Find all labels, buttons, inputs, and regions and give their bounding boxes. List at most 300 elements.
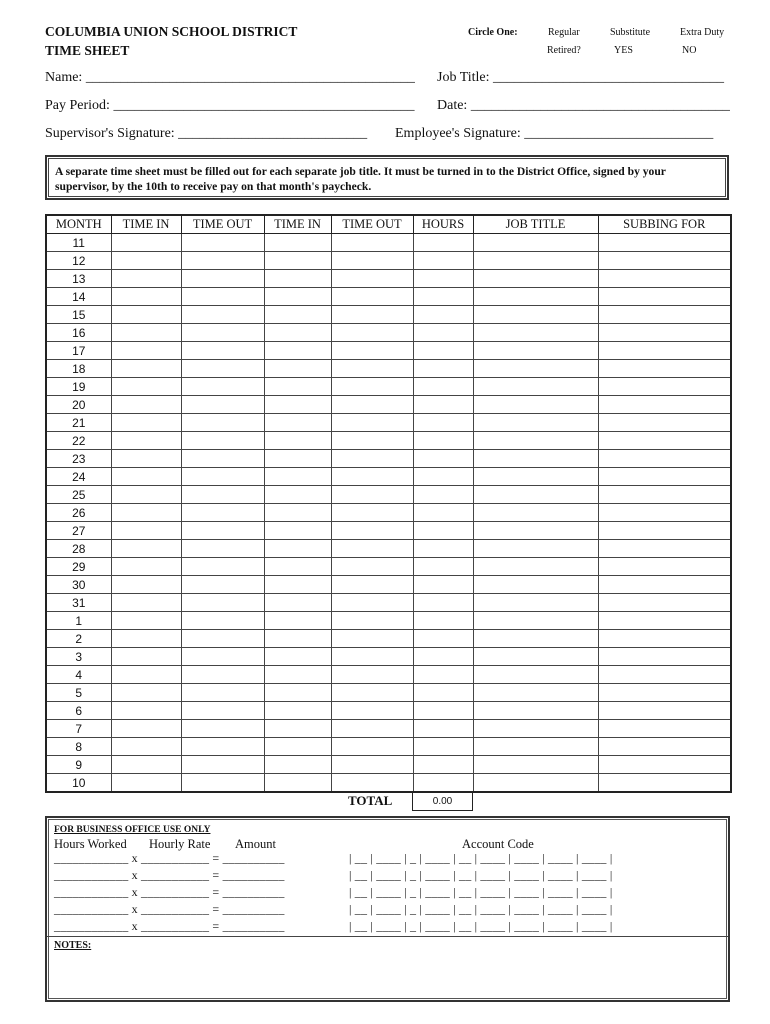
time-in-2-cell[interactable] (264, 234, 331, 252)
hours-cell[interactable] (413, 396, 473, 414)
job-title-cell[interactable] (473, 468, 598, 486)
time-in-2-cell[interactable] (264, 702, 331, 720)
time-in-2-cell[interactable] (264, 720, 331, 738)
job-title-cell[interactable] (473, 594, 598, 612)
table-row (46, 378, 731, 396)
subbing-for-cell[interactable] (598, 630, 731, 648)
table-row (46, 630, 731, 648)
table-row (46, 468, 731, 486)
job-title-cell[interactable] (473, 576, 598, 594)
time-out-1-cell[interactable] (181, 540, 264, 558)
subbing-for-cell[interactable] (598, 648, 731, 666)
day-cell: 12 (46, 252, 111, 270)
job-title-cell[interactable] (473, 648, 598, 666)
hours-cell[interactable] (413, 684, 473, 702)
time-in-2-cell[interactable] (264, 414, 331, 432)
subbing-for-cell[interactable] (598, 288, 731, 306)
time-in-2-cell[interactable] (264, 432, 331, 450)
job-title-cell[interactable] (473, 306, 598, 324)
time-out-2-cell[interactable] (331, 234, 413, 252)
hours-cell[interactable] (413, 450, 473, 468)
time-in-1-cell[interactable] (111, 486, 181, 504)
time-in-1-cell[interactable] (111, 342, 181, 360)
job-title-cell[interactable] (473, 666, 598, 684)
day-cell: 4 (46, 666, 111, 684)
hours-cell[interactable] (413, 720, 473, 738)
subbing-for-cell[interactable] (598, 324, 731, 342)
hours-cell[interactable] (413, 558, 473, 576)
time-in-2-cell[interactable] (264, 252, 331, 270)
time-in-2-cell[interactable] (264, 486, 331, 504)
time-out-2-cell[interactable] (331, 378, 413, 396)
time-out-1-cell[interactable] (181, 522, 264, 540)
time-out-1-cell[interactable] (181, 288, 264, 306)
table-row (46, 576, 731, 594)
table-row (46, 432, 731, 450)
time-out-1-cell[interactable] (181, 648, 264, 666)
hours-cell[interactable] (413, 540, 473, 558)
time-in-1-cell[interactable] (111, 504, 181, 522)
day-cell: 17 (46, 342, 111, 360)
time-out-2-cell[interactable] (331, 648, 413, 666)
time-out-2-cell[interactable] (331, 630, 413, 648)
hours-cell[interactable] (413, 666, 473, 684)
time-in-2-cell[interactable] (264, 558, 331, 576)
subbing-for-cell[interactable] (598, 504, 731, 522)
time-out-1-cell[interactable] (181, 576, 264, 594)
day-cell: 21 (46, 414, 111, 432)
job-title-cell[interactable] (473, 324, 598, 342)
calc-line[interactable]: ____________ x ___________ = __________ (54, 919, 285, 933)
job-title-cell[interactable] (473, 378, 598, 396)
table-row (46, 288, 731, 306)
job-title-cell[interactable] (473, 558, 598, 576)
job-title-cell[interactable] (473, 360, 598, 378)
time-out-1-cell[interactable] (181, 720, 264, 738)
job-title-cell[interactable] (473, 540, 598, 558)
subbing-for-cell[interactable] (598, 720, 731, 738)
option-substitute[interactable]: Substitute (610, 27, 651, 38)
time-in-2-cell[interactable] (264, 612, 331, 630)
job-title-cell[interactable] (473, 396, 598, 414)
time-in-1-cell[interactable] (111, 378, 181, 396)
time-out-2-cell[interactable] (331, 504, 413, 522)
time-out-2-cell[interactable] (331, 666, 413, 684)
account-code-line[interactable]: | __ | ____ | _ | ____ | __ | ____ | ____ | ____ | ____ | (349, 902, 613, 916)
subbing-for-cell[interactable] (598, 450, 731, 468)
time-out-2-cell[interactable] (331, 324, 413, 342)
job-title-cell[interactable] (473, 270, 598, 288)
day-cell: 18 (46, 360, 111, 378)
hours-cell[interactable] (413, 756, 473, 774)
supervisor-signature-field[interactable]: Supervisor's Signature: ___________________________ (45, 126, 368, 141)
time-in-2-cell[interactable] (264, 450, 331, 468)
table-row (46, 450, 731, 468)
hours-cell[interactable] (413, 468, 473, 486)
time-out-1-cell[interactable] (181, 486, 264, 504)
time-out-1-cell[interactable] (181, 666, 264, 684)
hours-cell[interactable] (413, 576, 473, 594)
time-out-1-cell[interactable] (181, 558, 264, 576)
time-in-1-cell[interactable] (111, 720, 181, 738)
job-title-cell[interactable] (473, 522, 598, 540)
time-in-2-cell[interactable] (264, 630, 331, 648)
day-cell: 30 (46, 576, 111, 594)
time-in-2-cell[interactable] (264, 360, 331, 378)
job-title-cell[interactable] (473, 702, 598, 720)
time-in-1-cell[interactable] (111, 612, 181, 630)
subbing-for-cell[interactable] (598, 576, 731, 594)
option-retired-no[interactable]: NO (682, 45, 697, 56)
day-cell: 25 (46, 486, 111, 504)
time-out-1-cell[interactable] (181, 774, 264, 793)
day-cell: 27 (46, 522, 111, 540)
time-out-1-cell[interactable] (181, 594, 264, 612)
day-cell: 9 (46, 756, 111, 774)
day-cell: 13 (46, 270, 111, 288)
subbing-for-cell[interactable] (598, 270, 731, 288)
time-in-1-cell[interactable] (111, 774, 181, 793)
job-title-cell[interactable] (473, 612, 598, 630)
time-out-2-cell[interactable] (331, 576, 413, 594)
time-in-1-cell[interactable] (111, 450, 181, 468)
time-in-2-cell[interactable] (264, 396, 331, 414)
day-cell: 1 (46, 612, 111, 630)
job-title-cell[interactable] (473, 774, 598, 793)
col-time-in-2: TIME IN (264, 215, 331, 234)
time-in-1-cell[interactable] (111, 324, 181, 342)
time-in-1-cell[interactable] (111, 252, 181, 270)
employee-signature-field[interactable]: Employee's Signature: ___________________________ (395, 126, 714, 141)
hours-cell[interactable] (413, 504, 473, 522)
time-out-2-cell[interactable] (331, 252, 413, 270)
time-in-1-cell[interactable] (111, 234, 181, 252)
time-in-2-cell[interactable] (264, 306, 331, 324)
day-cell: 5 (46, 684, 111, 702)
time-out-2-cell[interactable] (331, 288, 413, 306)
hours-cell[interactable] (413, 612, 473, 630)
day-cell: 20 (46, 396, 111, 414)
time-out-2-cell[interactable] (331, 594, 413, 612)
time-out-1-cell[interactable] (181, 306, 264, 324)
time-in-1-cell[interactable] (111, 432, 181, 450)
hours-cell[interactable] (413, 486, 473, 504)
time-out-2-cell[interactable] (331, 702, 413, 720)
subbing-for-cell[interactable] (598, 756, 731, 774)
table-row (46, 666, 731, 684)
day-cell: 23 (46, 450, 111, 468)
subbing-for-cell[interactable] (598, 306, 731, 324)
time-in-1-cell[interactable] (111, 558, 181, 576)
date-field[interactable]: Date: _____________________________________ (437, 98, 730, 113)
time-in-2-cell[interactable] (264, 576, 331, 594)
time-out-1-cell[interactable] (181, 252, 264, 270)
subbing-for-cell[interactable] (598, 234, 731, 252)
time-in-1-cell[interactable] (111, 360, 181, 378)
time-out-2-cell[interactable] (331, 468, 413, 486)
time-table (45, 214, 732, 793)
name-field[interactable]: Name: _______________________________________________ (45, 70, 415, 85)
retired-label: Retired? (547, 45, 581, 56)
day-cell: 15 (46, 306, 111, 324)
time-in-1-cell[interactable] (111, 270, 181, 288)
time-in-2-cell[interactable] (264, 666, 331, 684)
time-in-1-cell[interactable] (111, 540, 181, 558)
hours-cell[interactable] (413, 648, 473, 666)
notes-divider (47, 936, 728, 937)
time-out-1-cell[interactable] (181, 612, 264, 630)
hours-cell[interactable] (413, 252, 473, 270)
time-out-1-cell[interactable] (181, 234, 264, 252)
hours-cell[interactable] (413, 414, 473, 432)
time-out-2-cell[interactable] (331, 270, 413, 288)
sheet-title: TIME SHEET (45, 43, 130, 58)
time-out-1-cell[interactable] (181, 756, 264, 774)
day-cell: 29 (46, 558, 111, 576)
time-in-2-cell[interactable] (264, 540, 331, 558)
day-cell: 10 (46, 774, 111, 793)
circle-one-label: Circle One: (468, 27, 518, 38)
total-label: TOTAL (348, 793, 393, 808)
time-out-2-cell[interactable] (331, 612, 413, 630)
day-cell: 22 (46, 432, 111, 450)
account-code-label: Account Code (462, 837, 534, 851)
time-in-1-cell[interactable] (111, 414, 181, 432)
time-out-2-cell[interactable] (331, 738, 413, 756)
time-in-2-cell[interactable] (264, 342, 331, 360)
hours-cell[interactable] (413, 288, 473, 306)
subbing-for-cell[interactable] (598, 432, 731, 450)
subbing-for-cell[interactable] (598, 468, 731, 486)
account-code-line[interactable]: | __ | ____ | _ | ____ | __ | ____ | ____ | ____ | ____ | (349, 868, 613, 882)
time-out-2-cell[interactable] (331, 396, 413, 414)
table-row (46, 234, 731, 252)
day-cell: 8 (46, 738, 111, 756)
time-in-1-cell[interactable] (111, 522, 181, 540)
day-cell: 3 (46, 648, 111, 666)
time-out-1-cell[interactable] (181, 630, 264, 648)
time-out-1-cell[interactable] (181, 684, 264, 702)
job-title-cell[interactable] (473, 288, 598, 306)
hours-cell[interactable] (413, 630, 473, 648)
job-title-cell[interactable] (473, 450, 598, 468)
table-row (46, 756, 731, 774)
time-out-2-cell[interactable] (331, 450, 413, 468)
amount-label: Amount (235, 837, 276, 851)
job-title-cell[interactable] (473, 738, 598, 756)
time-out-2-cell[interactable] (331, 342, 413, 360)
time-in-1-cell[interactable] (111, 396, 181, 414)
table-row (46, 324, 731, 342)
subbing-for-cell[interactable] (598, 612, 731, 630)
time-in-1-cell[interactable] (111, 702, 181, 720)
time-out-1-cell[interactable] (181, 270, 264, 288)
time-in-1-cell[interactable] (111, 738, 181, 756)
hours-cell[interactable] (413, 738, 473, 756)
subbing-for-cell[interactable] (598, 702, 731, 720)
option-retired-yes[interactable]: YES (614, 45, 633, 56)
subbing-for-cell[interactable] (598, 522, 731, 540)
account-code-line[interactable]: | __ | ____ | _ | ____ | __ | ____ | ____ | ____ | ____ | (349, 851, 613, 865)
time-in-1-cell[interactable] (111, 630, 181, 648)
hours-cell[interactable] (413, 522, 473, 540)
subbing-for-cell[interactable] (598, 684, 731, 702)
district-name: COLUMBIA UNION SCHOOL DISTRICT (45, 24, 298, 39)
time-out-1-cell[interactable] (181, 468, 264, 486)
subbing-for-cell[interactable] (598, 738, 731, 756)
business-office-section (45, 816, 730, 1002)
job-title-cell[interactable] (473, 414, 598, 432)
time-out-1-cell[interactable] (181, 396, 264, 414)
calc-line[interactable]: ____________ x ___________ = __________ (54, 902, 285, 916)
time-in-2-cell[interactable] (264, 522, 331, 540)
time-out-1-cell[interactable] (181, 702, 264, 720)
time-in-2-cell[interactable] (264, 468, 331, 486)
subbing-for-cell[interactable] (598, 540, 731, 558)
time-out-1-cell[interactable] (181, 414, 264, 432)
job-title-cell[interactable] (473, 504, 598, 522)
time-out-2-cell[interactable] (331, 684, 413, 702)
table-row (46, 522, 731, 540)
subbing-for-cell[interactable] (598, 774, 731, 793)
account-code-line[interactable]: | __ | ____ | _ | ____ | __ | ____ | ____ | ____ | ____ | (349, 919, 613, 933)
day-cell: 7 (46, 720, 111, 738)
hours-cell[interactable] (413, 378, 473, 396)
subbing-for-cell[interactable] (598, 360, 731, 378)
col-subbing-for: SUBBING FOR (598, 215, 731, 234)
job-title-cell[interactable] (473, 720, 598, 738)
time-in-2-cell[interactable] (264, 756, 331, 774)
job-title-cell[interactable] (473, 756, 598, 774)
time-in-1-cell[interactable] (111, 306, 181, 324)
notes-label: NOTES: (54, 940, 92, 951)
job-title-cell[interactable] (473, 684, 598, 702)
time-out-2-cell[interactable] (331, 486, 413, 504)
time-out-2-cell[interactable] (331, 774, 413, 793)
calc-line[interactable]: ____________ x ___________ = __________ (54, 868, 285, 882)
time-out-1-cell[interactable] (181, 324, 264, 342)
option-extra-duty[interactable]: Extra Duty (680, 27, 725, 38)
hours-cell[interactable] (413, 702, 473, 720)
subbing-for-cell[interactable] (598, 252, 731, 270)
time-out-1-cell[interactable] (181, 450, 264, 468)
table-row (46, 738, 731, 756)
hours-cell[interactable] (413, 306, 473, 324)
day-cell: 19 (46, 378, 111, 396)
job-title-field[interactable]: Job Title: _________________________________ (437, 70, 725, 85)
time-in-1-cell[interactable] (111, 594, 181, 612)
time-out-1-cell[interactable] (181, 432, 264, 450)
time-in-1-cell[interactable] (111, 684, 181, 702)
time-in-2-cell[interactable] (264, 684, 331, 702)
time-in-1-cell[interactable] (111, 756, 181, 774)
option-regular[interactable]: Regular (548, 27, 580, 38)
day-cell: 24 (46, 468, 111, 486)
subbing-for-cell[interactable] (598, 342, 731, 360)
time-out-1-cell[interactable] (181, 504, 264, 522)
subbing-for-cell[interactable] (598, 666, 731, 684)
time-out-2-cell[interactable] (331, 360, 413, 378)
table-row (46, 774, 731, 793)
time-out-2-cell[interactable] (331, 432, 413, 450)
time-in-1-cell[interactable] (111, 288, 181, 306)
col-hours: HOURS (413, 215, 473, 234)
job-title-cell[interactable] (473, 234, 598, 252)
calc-line[interactable]: ____________ x ___________ = __________ (54, 885, 285, 899)
hours-cell[interactable] (413, 360, 473, 378)
hours-cell[interactable] (413, 774, 473, 793)
time-in-2-cell[interactable] (264, 270, 331, 288)
table-row (46, 720, 731, 738)
table-row (46, 396, 731, 414)
time-out-1-cell[interactable] (181, 738, 264, 756)
hours-cell[interactable] (413, 432, 473, 450)
time-out-1-cell[interactable] (181, 360, 264, 378)
table-row (46, 360, 731, 378)
total-hours-value[interactable]: 0.00 (412, 792, 473, 811)
hours-cell[interactable] (413, 324, 473, 342)
time-out-2-cell[interactable] (331, 414, 413, 432)
table-row (46, 486, 731, 504)
subbing-for-cell[interactable] (598, 558, 731, 576)
job-title-cell[interactable] (473, 432, 598, 450)
subbing-for-cell[interactable] (598, 396, 731, 414)
job-title-cell[interactable] (473, 342, 598, 360)
table-row (46, 684, 731, 702)
pay-period-field[interactable]: Pay Period: ___________________________________________ (45, 98, 415, 113)
time-in-2-cell[interactable] (264, 594, 331, 612)
time-out-2-cell[interactable] (331, 756, 413, 774)
time-in-1-cell[interactable] (111, 576, 181, 594)
time-in-2-cell[interactable] (264, 324, 331, 342)
time-in-2-cell[interactable] (264, 738, 331, 756)
col-month: MONTH (46, 215, 111, 234)
hours-cell[interactable] (413, 342, 473, 360)
hours-cell[interactable] (413, 234, 473, 252)
time-in-1-cell[interactable] (111, 648, 181, 666)
time-out-2-cell[interactable] (331, 558, 413, 576)
day-cell: 26 (46, 504, 111, 522)
subbing-for-cell[interactable] (598, 486, 731, 504)
time-out-2-cell[interactable] (331, 540, 413, 558)
hours-cell[interactable] (413, 270, 473, 288)
subbing-for-cell[interactable] (598, 594, 731, 612)
job-title-cell[interactable] (473, 486, 598, 504)
time-in-1-cell[interactable] (111, 468, 181, 486)
time-in-2-cell[interactable] (264, 378, 331, 396)
time-out-2-cell[interactable] (331, 720, 413, 738)
day-cell: 6 (46, 702, 111, 720)
time-out-1-cell[interactable] (181, 378, 264, 396)
calc-line[interactable]: ____________ x ___________ = __________ (54, 851, 285, 865)
hours-cell[interactable] (413, 594, 473, 612)
account-code-line[interactable]: | __ | ____ | _ | ____ | __ | ____ | ____ | ____ | ____ | (349, 885, 613, 899)
subbing-for-cell[interactable] (598, 378, 731, 396)
time-in-2-cell[interactable] (264, 774, 331, 793)
time-out-2-cell[interactable] (331, 306, 413, 324)
time-in-2-cell[interactable] (264, 648, 331, 666)
subbing-for-cell[interactable] (598, 414, 731, 432)
time-in-1-cell[interactable] (111, 666, 181, 684)
time-in-2-cell[interactable] (264, 504, 331, 522)
time-out-2-cell[interactable] (331, 522, 413, 540)
job-title-cell[interactable] (473, 630, 598, 648)
table-row (46, 270, 731, 288)
time-in-2-cell[interactable] (264, 288, 331, 306)
table-row (46, 558, 731, 576)
time-out-1-cell[interactable] (181, 342, 264, 360)
job-title-cell[interactable] (473, 252, 598, 270)
